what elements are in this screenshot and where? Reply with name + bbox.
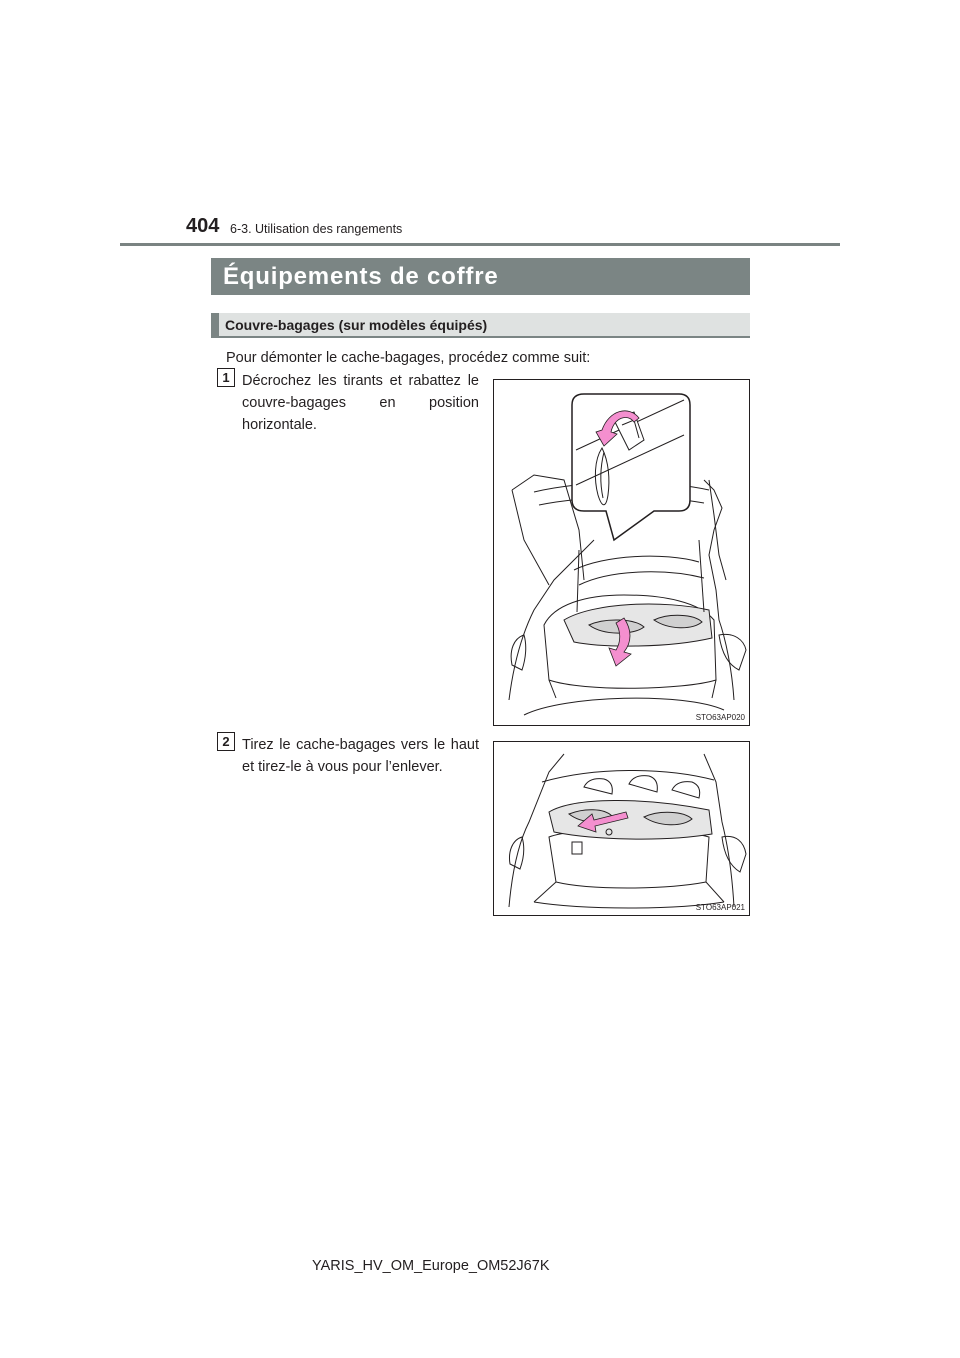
figure-code-2: STO63AP021	[695, 903, 745, 912]
step-text-1: Décrochez les tirants et rabattez le couvre-bagages en position horizontale.	[242, 373, 479, 433]
car-trunk-illustration-1	[494, 380, 749, 725]
figure-unhook-tonneau-cover	[493, 379, 750, 726]
header-rule	[120, 243, 840, 246]
car-trunk-illustration-2	[494, 742, 749, 915]
page-title: Équipements de coffre	[211, 258, 750, 295]
footer-document-id: YARIS_HV_OM_Europe_OM52J67K	[312, 1258, 550, 1274]
subsection-bar	[211, 313, 750, 338]
page-number: 404	[186, 215, 220, 237]
intro-text: Pour démonter le cache-bagages, procédez comme suit:	[226, 350, 591, 366]
subsection-title: Couvre-bagages (sur modèles équipés)	[225, 317, 488, 333]
step-number-2: 2	[217, 732, 235, 751]
figure-remove-tonneau-cover	[493, 741, 750, 916]
step-text-2: Tirez le cache-bagages vers le haut et tirez-le à vous pour l’enlever.	[242, 737, 479, 775]
step-number-1: 1	[217, 368, 235, 387]
subsection-accent	[211, 313, 219, 336]
figure-code-1: STO63AP020	[695, 713, 745, 722]
section-title: 6-3. Utilisation des rangements	[230, 222, 403, 236]
